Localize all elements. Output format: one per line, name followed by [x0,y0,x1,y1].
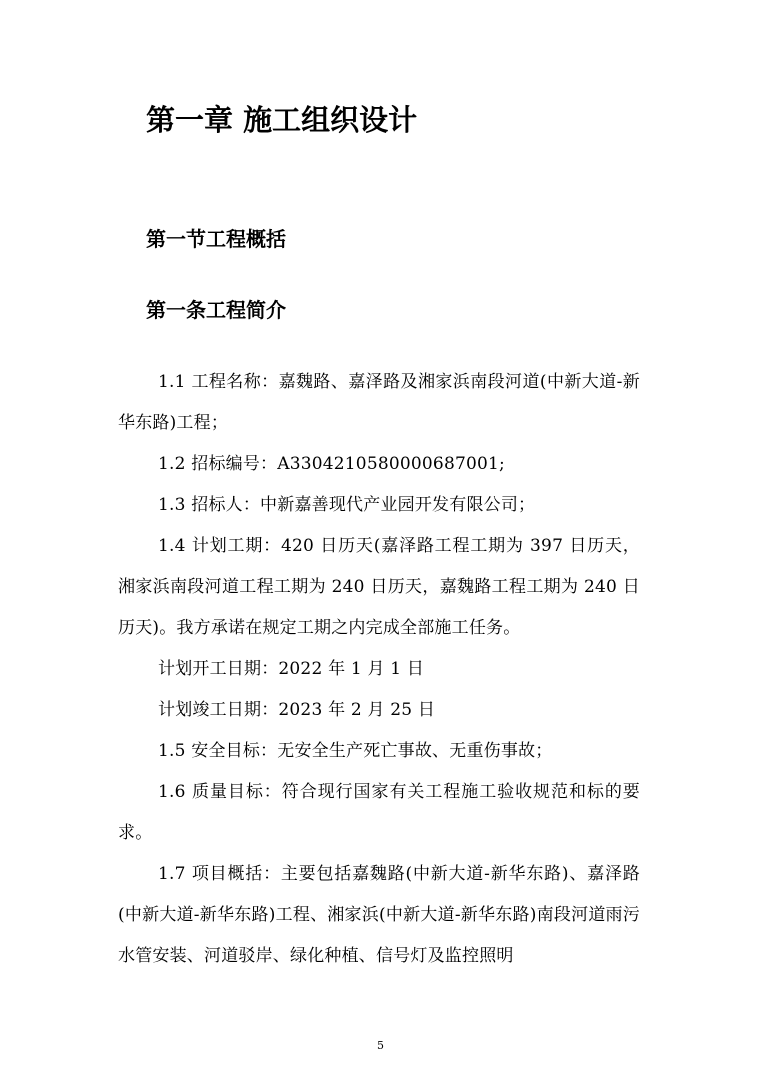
paragraph-start-date: 计划开工日期：2022 年 1 月 1 日 [158,659,425,679]
paragraph-completion-date: 计划竣工日期：2023 年 2 月 25 日 [158,700,436,720]
paragraph-quality-target: 1.6 质量目标：符合现行国家有关工程施工验收规范和标的要求。 [118,782,640,843]
paragraph-project-overview: 1.7 项目概括：主要包括嘉魏路(中新大道-新华东路)、嘉泽路(中新大道-新华东路)工程、湘家浜(中新大道-新华东路)南段河道雨污水管安装、河道驳岸、绿化种植、信号灯及监控照明 [118,864,640,966]
page-number: 5 [377,1039,384,1052]
body-text [118,362,640,977]
paragraph-project-name: 1.1 工程名称：嘉魏路、嘉泽路及湘家浜南段河道(中新大道-新华东路)工程； [118,372,640,433]
article-title: 第一条工程简介 [146,298,286,322]
section-title: 第一节工程概括 [146,227,286,251]
paragraph-tenderer: 1.3 招标人：中新嘉善现代产业园开发有限公司； [158,495,536,515]
chapter-title: 第一章 施工组织设计 [146,103,418,137]
paragraph-tender-number: 1.2 招标编号：A3304210580000687001; [158,454,505,474]
paragraph-planned-duration: 1.4 计划工期：420 日历天(嘉泽路工程工期为 397 日历天，湘家浜南段河道工程工期为 240 日历天，嘉魏路工程工期为 240 日历天)。我方承诺在规定工期之内完成全部施工任务。 [118,536,640,638]
paragraph-safety-target: 1.5 安全目标：无安全生产死亡事故、无重伤事故； [158,741,553,761]
